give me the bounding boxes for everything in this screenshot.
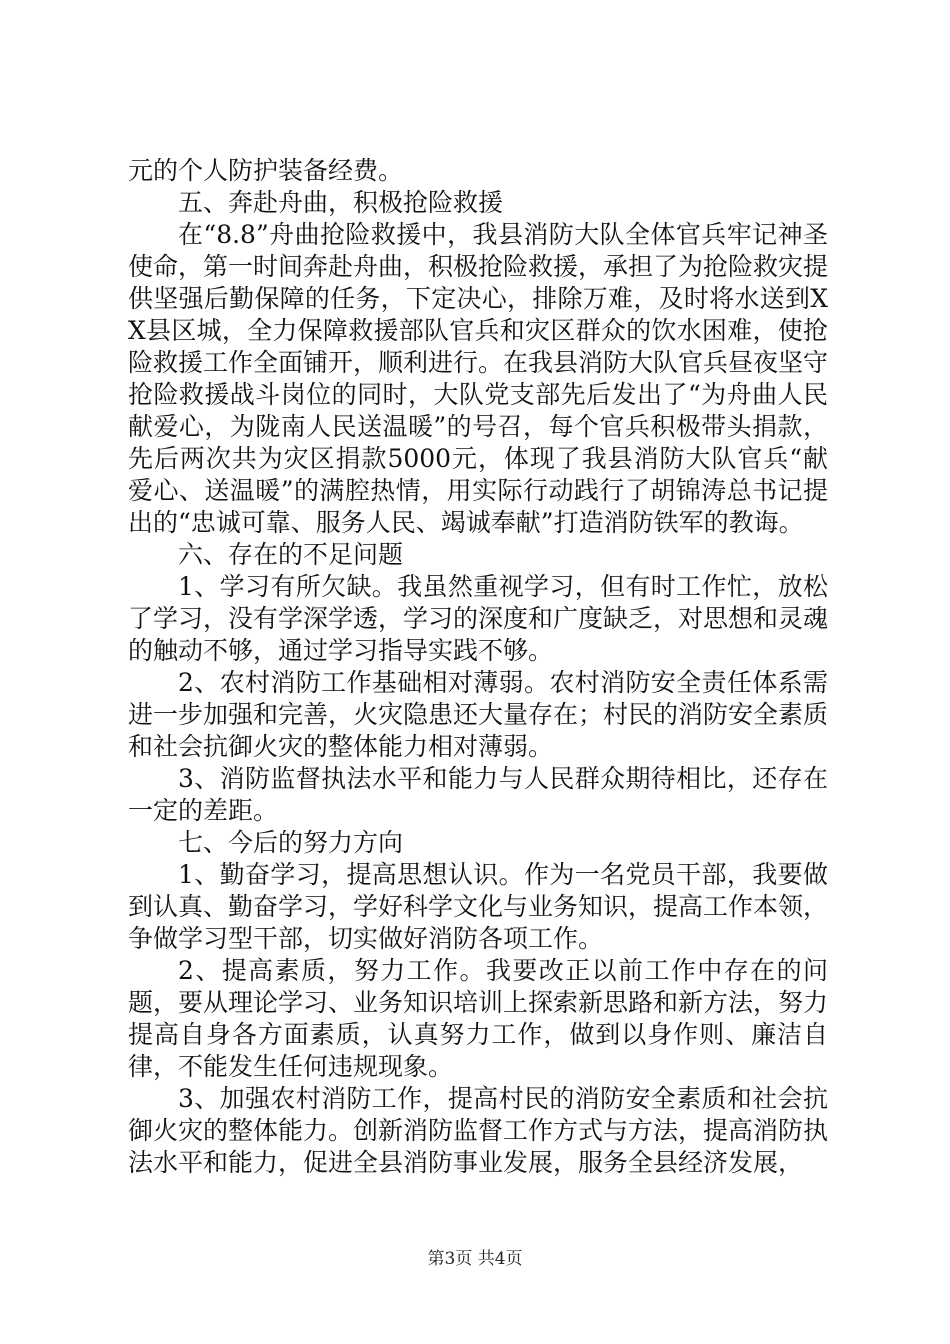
paragraph-continuation: 元的个人防护装备经费。 bbox=[128, 156, 404, 185]
document-body bbox=[128, 155, 828, 1179]
paragraph-issue-2: 2、农村消防工作基础相对薄弱。农村消防安全责任体系需进一步加强和完善，火灾隐患还大量存在；村民的消防安全素质和社会抗御火灾的整体能力相对薄弱。 bbox=[128, 668, 829, 761]
paragraph-issue-3: 3、消防监督执法水平和能力与人民群众期待相比，还存在一定的差距。 bbox=[128, 764, 828, 825]
section-heading-six: 六、存在的不足问题 bbox=[178, 540, 404, 569]
section-heading-five: 五、奔赴舟曲，积极抢险救援 bbox=[178, 188, 504, 217]
paragraph-issue-1: 1、学习有所欠缺。我虽然重视学习，但有时工作忙，放松了学习，没有学深学透，学习的深度和广度缺乏，对思想和灵魂的触动不够，通过学习指导实践不够。 bbox=[128, 572, 829, 665]
section-heading-seven: 七、今后的努力方向 bbox=[178, 828, 404, 857]
paragraph-direction-2: 2、提高素质，努力工作。我要改正以前工作中存在的问题，要从理论学习、业务知识培训上探索新思路和新方法，努力提高自身各方面素质，认真努力工作，做到以身作则、廉洁自律，不能发生任何违规现象。 bbox=[128, 956, 829, 1081]
paragraph-direction-1: 1、勤奋学习，提高思想认识。作为一名党员干部，我要做到认真、勤奋学习，学好科学文化与业务知识，提高工作本领，争做学习型干部，切实做好消防各项工作。 bbox=[128, 860, 829, 953]
paragraph-rescue: 在“8.8”舟曲抢险救援中，我县消防大队全体官兵牢记神圣使命，第一时间奔赴舟曲，积极抢险救援，承担了为抢险救灾提供坚强后勤保障的任务，下定决心，排除万难，及时将水送到XX县区城，全力保障救援部队官兵和灾区群众的饮水困难，使抢险救援工作全面铺开，顺利进行。在我县消防大队官兵昼夜坚守抢险救援战斗岗位的同时，大队党支部先后发出了“为舟曲人民献爱心，为陇南人民送温暖”的号召，每个官兵积极带头捐款，先后两次共为灾区捐款5000元，体现了我县消防大队官兵“献爱心、送温暖”的满腔热情，用实际行动践行了胡锦涛总书记提出的“忠诚可靠、服务人民、竭诚奉献”打造消防铁军的教诲。 bbox=[128, 220, 829, 537]
page-footer: 第3页 共4页 bbox=[427, 1249, 523, 1269]
paragraph-direction-3: 3、加强农村消防工作，提高村民的消防安全素质和社会抗御火灾的整体能力。创新消防监督工作方式与方法，提高消防执法水平和能力，促进全县消防事业发展，服务全县经济发展， bbox=[128, 1084, 829, 1177]
